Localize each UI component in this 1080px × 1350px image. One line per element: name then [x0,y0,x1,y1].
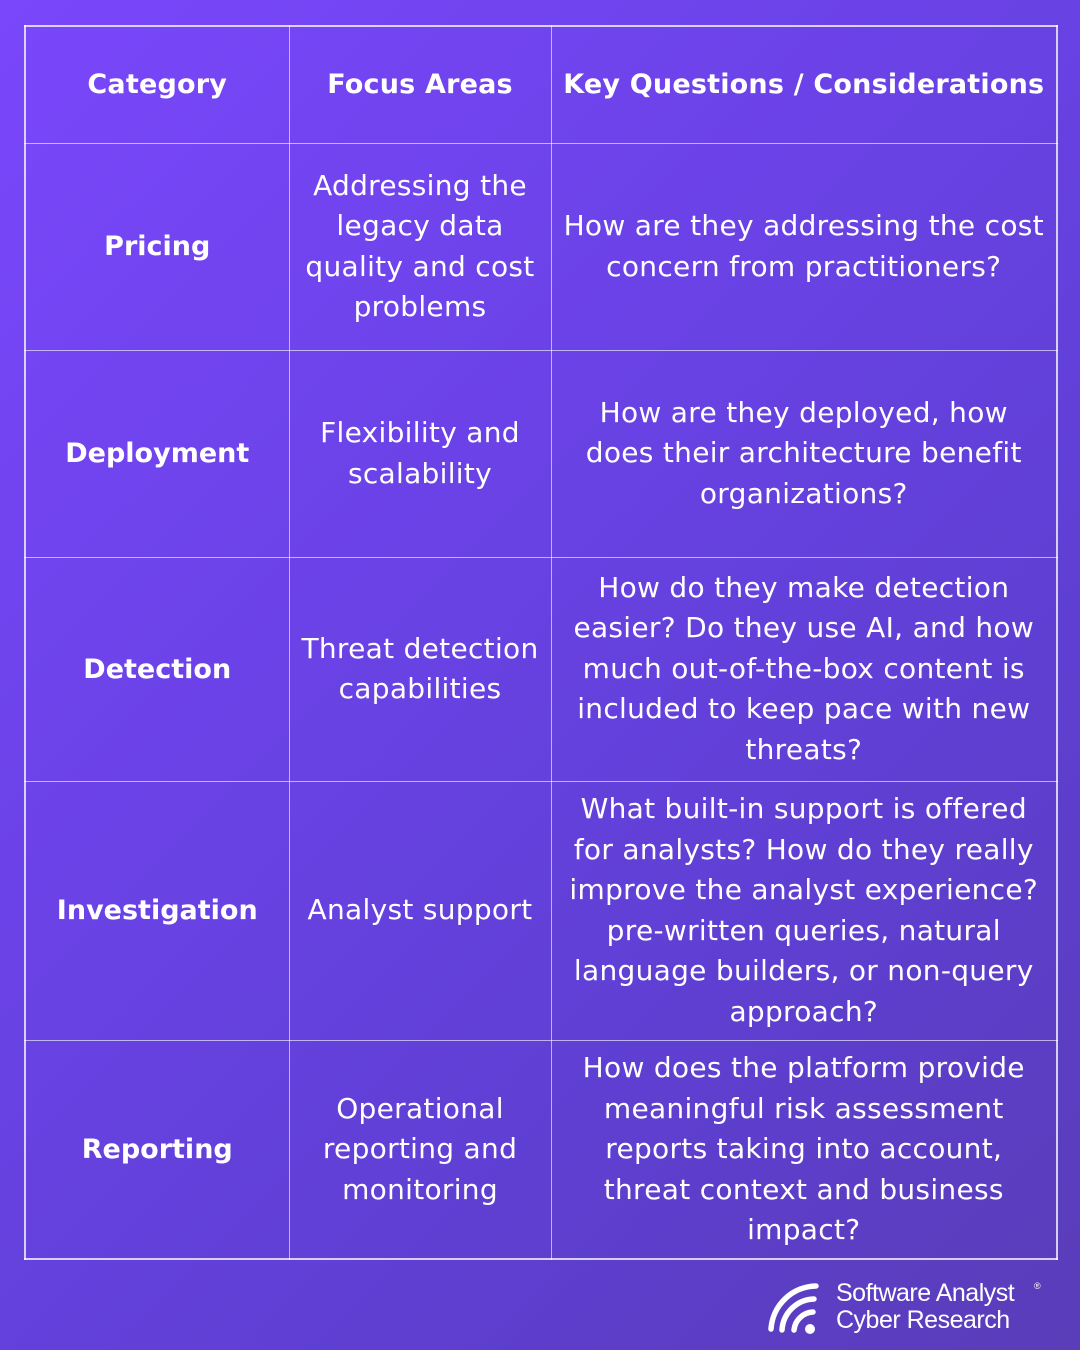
table-row [25,781,1057,1040]
focus-cell: Flexibility and scalability [289,350,551,557]
question-cell: How do they make detection easier? Do they use AI, and how much out-of-the-box content is included to keep pace with new threats? [551,557,1057,781]
header-category: Category [25,26,289,143]
table-row [25,557,1057,781]
focus-cell: Addressing the legacy data quality and cost problems [289,143,551,350]
category-cell: Pricing [25,143,289,350]
category-cell: Detection [25,557,289,781]
header-key-questions: Key Questions / Considerations [551,26,1057,143]
focus-cell: Operational reporting and monitoring [289,1040,551,1259]
table-row [25,350,1057,557]
header-row [25,26,1057,143]
wifi-signal-icon [766,1280,826,1336]
considerations-table [24,25,1058,1260]
registered-mark: ® [1034,1281,1041,1291]
focus-cell: Analyst support [289,781,551,1040]
table-row [25,1040,1057,1259]
brand-logo [766,1278,1046,1338]
question-cell: How are they deployed, how does their architecture benefit organizations? [551,350,1057,557]
table-row [25,143,1057,350]
header-focus-areas: Focus Areas [289,26,551,143]
question-cell: How are they addressing the cost concern from practitioners? [551,143,1057,350]
brand-line-2: Cyber Research [836,1306,1010,1334]
category-cell: Deployment [25,350,289,557]
question-cell: How does the platform provide meaningful risk assessment reports taking into account, threat context and business impact? [551,1040,1057,1259]
brand-name [836,1280,1014,1334]
category-cell: Investigation [25,781,289,1040]
focus-cell: Threat detection capabilities [289,557,551,781]
brand-line-1: Software Analyst [836,1279,1015,1307]
question-cell: What built-in support is offered for analysts? How do they really improve the analyst experience? pre-written queries, natural language builders, or non-query approach? [551,781,1057,1040]
category-cell: Reporting [25,1040,289,1259]
